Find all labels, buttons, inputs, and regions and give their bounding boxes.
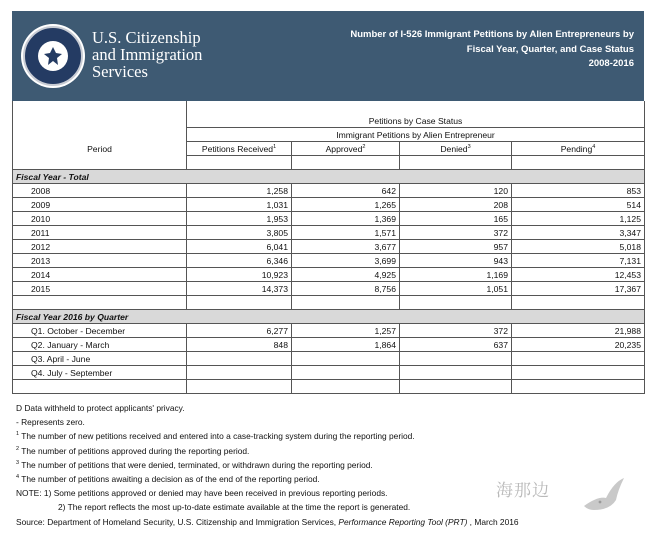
report-title-line-3: 2008-2016	[588, 58, 634, 69]
note-2: 2) The report reflects the most up-to-date estimate available at the time the report is generated.	[58, 502, 411, 513]
pending-cell: 21,988	[512, 324, 645, 338]
report-title-line-2: Fiscal Year, Quarter, and Case Status	[466, 43, 634, 55]
note-1: NOTE: 1) Some petitions approved or denied may have been received in previous reporting periods.	[16, 488, 388, 499]
period-cell: Q4. July - September	[13, 366, 187, 380]
approved-cell: 1,369	[292, 212, 400, 226]
note-represents-zero: - Represents zero.	[16, 417, 85, 428]
note-data-withheld: D Data withheld to protect applicants' privacy.	[16, 403, 185, 413]
denied-cell: 1,051	[400, 282, 512, 296]
period-cell: 2013	[13, 254, 187, 268]
pending-cell: 20,235	[512, 338, 645, 352]
fiscal-year-row	[13, 240, 645, 254]
col-header-approved: Approved$^2$	[292, 142, 400, 156]
received-cell	[187, 366, 292, 380]
approved-cell: 8,756	[292, 282, 400, 296]
group-header: Petitions by Case Status	[187, 114, 645, 128]
agency-name	[92, 29, 202, 80]
pending-cell	[512, 366, 645, 380]
pending-cell	[512, 352, 645, 366]
approved-cell: 642	[292, 184, 400, 198]
agency-line-2: and Immigration	[92, 45, 203, 64]
period-cell: Q2. January - March	[13, 338, 187, 352]
denied-cell: 120	[400, 184, 512, 198]
sub-header: Immigrant Petitions by Alien Entrepreneur	[187, 128, 645, 142]
received-cell: 6,346	[187, 254, 292, 268]
pending-cell: 853	[512, 184, 645, 198]
denied-cell: 943	[400, 254, 512, 268]
approved-cell: 3,699	[292, 254, 400, 268]
received-cell: 6,277	[187, 324, 292, 338]
pending-cell: 514	[512, 198, 645, 212]
section-fy2016-quarter: Fiscal Year 2016 by Quarter	[13, 310, 645, 324]
section-fiscal-year-total: Fiscal Year - Total	[13, 170, 645, 184]
denied-cell: 1,169	[400, 268, 512, 282]
petitions-table	[12, 101, 645, 394]
col-header-denied: Denied$^3$	[400, 142, 512, 156]
pending-cell: 1,125	[512, 212, 645, 226]
approved-cell: 1,864	[292, 338, 400, 352]
period-cell: 2014	[13, 268, 187, 282]
period-cell: 2009	[13, 198, 187, 212]
fiscal-year-row	[13, 212, 645, 226]
received-cell: 848	[187, 338, 292, 352]
denied-cell: 637	[400, 338, 512, 352]
received-cell: 6,041	[187, 240, 292, 254]
report-title	[304, 28, 634, 72]
agency-line-1: U.S. Citizenship	[92, 28, 201, 47]
source-line: Source: Department of Homeland Security, U.S. Citizenship and Immigration Services, Performance Reporting Tool (PRT) , March 2016	[16, 516, 519, 527]
quarter-row	[13, 338, 645, 352]
approved-cell	[292, 352, 400, 366]
fiscal-year-row	[13, 254, 645, 268]
agency-line-3: Services	[92, 62, 148, 81]
pending-cell: 17,367	[512, 282, 645, 296]
denied-cell: 372	[400, 226, 512, 240]
denied-cell: 957	[400, 240, 512, 254]
approved-cell	[292, 366, 400, 380]
fiscal-year-row	[13, 268, 645, 282]
quarter-row	[13, 352, 645, 366]
denied-cell	[400, 366, 512, 380]
col-header-pending: Pending$^4$	[512, 142, 645, 156]
denied-cell: 372	[400, 324, 512, 338]
bird-icon	[580, 476, 628, 518]
quarter-row	[13, 366, 645, 380]
received-cell: 1,258	[187, 184, 292, 198]
period-cell: Q1. October - December	[13, 324, 187, 338]
period-cell: 2012	[13, 240, 187, 254]
fiscal-year-row	[13, 198, 645, 212]
footnotes	[16, 401, 636, 529]
pending-cell: 12,453	[512, 268, 645, 282]
dhs-seal-icon	[21, 24, 85, 88]
period-cell: 2015	[13, 282, 187, 296]
fiscal-year-row	[13, 226, 645, 240]
received-cell: 1,031	[187, 198, 292, 212]
period-cell: 2008	[13, 184, 187, 198]
quarter-row	[13, 324, 645, 338]
fiscal-year-rows	[13, 184, 645, 296]
approved-cell: 1,257	[292, 324, 400, 338]
period-header: Period	[13, 142, 187, 156]
received-cell: 10,923	[187, 268, 292, 282]
footnote-1: $^1$ The number of new petitions received and entered into a case-tracking system during the reporting period.	[16, 431, 415, 442]
approved-cell: 1,265	[292, 198, 400, 212]
footnote-3: $^3$ The number of petitions that were denied, terminated, or withdrawn during the reporting period.	[16, 459, 373, 470]
fiscal-year-row	[13, 282, 645, 296]
pending-cell: 3,347	[512, 226, 645, 240]
footnote-4: $^4$ The number of petitions awaiting a decision as of the end of the reporting period.	[16, 474, 320, 485]
report-title-line-1: Number of I-526 Immigrant Petitions by Alien Entrepreneurs by	[350, 29, 634, 40]
report-header	[12, 11, 644, 101]
received-cell: 1,953	[187, 212, 292, 226]
col-header-received: Petitions Received$^1$	[187, 142, 292, 156]
denied-cell	[400, 352, 512, 366]
approved-cell: 1,571	[292, 226, 400, 240]
received-cell: 14,373	[187, 282, 292, 296]
watermark-text: 海那边	[496, 481, 550, 500]
footnote-2: $^2$ The number of petitions approved during the reporting period.	[16, 445, 250, 456]
quarter-rows	[13, 324, 645, 380]
approved-cell: 4,925	[292, 268, 400, 282]
approved-cell: 3,677	[292, 240, 400, 254]
denied-cell: 165	[400, 212, 512, 226]
fiscal-year-row	[13, 184, 645, 198]
received-cell	[187, 352, 292, 366]
pending-cell: 7,131	[512, 254, 645, 268]
received-cell: 3,805	[187, 226, 292, 240]
pending-cell: 5,018	[512, 240, 645, 254]
period-cell: Q3. April - June	[13, 352, 187, 366]
denied-cell: 208	[400, 198, 512, 212]
period-cell: 2011	[13, 226, 187, 240]
period-cell: 2010	[13, 212, 187, 226]
